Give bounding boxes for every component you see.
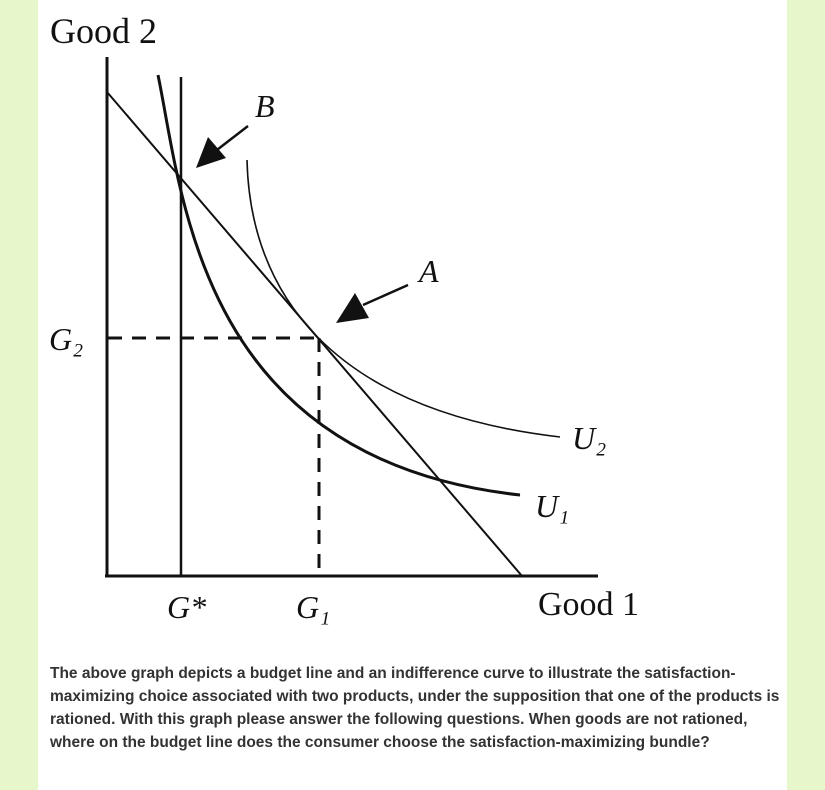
u1-curve-label: U₁: [535, 488, 570, 524]
arrow-a-head: [336, 293, 369, 323]
u2-curve-label: U₂: [572, 420, 607, 456]
content-panel: [38, 0, 787, 790]
arrow-a-shaft: [363, 285, 408, 305]
point-a-label: A: [419, 253, 439, 289]
x-axis-label: Good 1: [538, 586, 640, 623]
y-axis-label: Good 2: [50, 11, 157, 51]
arrow-b-shaft: [213, 126, 248, 153]
indifference-curve-u1: [158, 75, 520, 495]
arrow-b-head: [196, 137, 226, 168]
question-text: The above graph depicts a budget line and an indifference curve to illustrate the satisfaction-maximizing choice associated with two products, under the supposition that one of the products is rationed. With this graph please answer the following questions. When goods are not rationed, where on the budget line does the consumer choose the satisfaction-maximizing bundle?: [50, 665, 780, 751]
point-b-label: B: [255, 88, 275, 124]
budget-indifference-diagram: [38, 0, 787, 650]
g2-tick-label: G₂: [49, 321, 84, 357]
indifference-curve-u2: [247, 160, 560, 437]
g1-tick-label: G₁: [296, 589, 331, 625]
g-star-tick-label: G*: [167, 589, 207, 625]
